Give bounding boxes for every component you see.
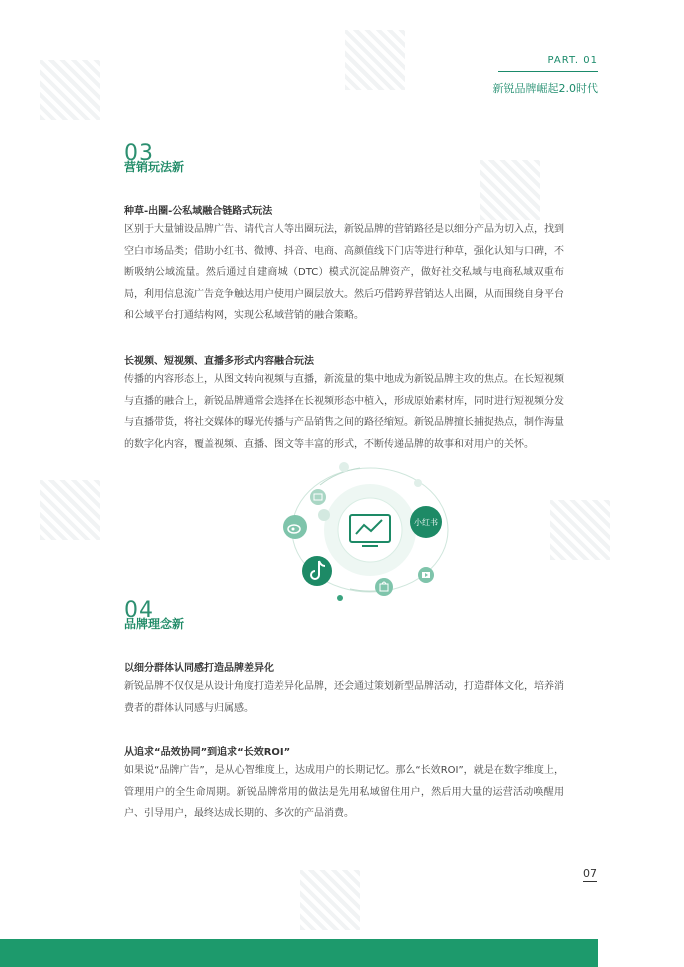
- paragraph: 区别于大量铺设品牌广告、请代言人等出圈玩法，新锐品牌的营销路径是以细分产品为切入点，找到空白市场品类；借助小红书、微博、抖音、电商、高颜值线下门店等进行种草，强化认知与口碑，不断吸纳公域流量。然后通过自建商城（DTC）模式沉淀品牌资产，做好社交私域与电商私域双重布局，利用信息流广告竞争触达用户使用户圈层放大。然后巧借跨界营销达人出圈，从而围绕自身平台和公域平台打通结构网，实现公私域营销的融合策略。: [124, 224, 564, 321]
- watermark-stripes: [345, 30, 405, 90]
- section-number: 03: [124, 141, 154, 166]
- watermark-stripes: [40, 480, 100, 540]
- subsection-heading: 种草-出圈-公私域融合链路式玩法: [124, 206, 273, 217]
- footer-band: [0, 939, 598, 967]
- weibo-icon: [283, 515, 307, 539]
- subsection-heading: 以细分群体认同感打造品牌差异化: [124, 663, 274, 674]
- section-title: 品牌理念新: [124, 617, 185, 631]
- douyin-icon: [302, 556, 332, 586]
- decor-dot: [414, 479, 422, 487]
- video-play-icon: [418, 567, 434, 583]
- header-divider: [498, 71, 598, 72]
- diagram-svg: [270, 455, 470, 605]
- section-title: 营销玩法新: [124, 160, 185, 174]
- paragraph: 新锐品牌不仅仅是从设计角度打造差异化品牌，还会通过策划新型品牌活动，打造群体文化，培养消费者的群体认同感与归属感。: [124, 681, 564, 714]
- decor-dot: [337, 595, 343, 601]
- watermark-stripes: [300, 870, 360, 930]
- shopping-bag-icon: [375, 578, 393, 596]
- page-number: 07: [583, 867, 597, 880]
- decor-dot: [339, 462, 349, 472]
- chapter-subtitle: 新锐品牌崛起2.0时代: [492, 82, 598, 95]
- decor-dot: [318, 509, 330, 521]
- watermark-stripes: [40, 60, 100, 120]
- subsection-heading: 从追求“品效协同”到追求“长效ROI”: [124, 747, 291, 758]
- orbit-arrow: [320, 468, 360, 485]
- watermark-stripes: [480, 160, 540, 220]
- xiaohongshu-label: 小红书: [414, 518, 438, 527]
- store-icon: [310, 489, 326, 505]
- paragraph: 如果说“品牌广告”，是从心智维度上，达成用户的长期记忆。那么“长效ROI”，就是在数字维度上，管理用户的全生命周期。新锐品牌常用的做法是先用私域留住用户，然后用大量的运营活动唤醒用户、引导用户，最终达成长期的、多次的产品消费。: [124, 765, 564, 819]
- paragraph: 传播的内容形态上，从图文转向视频与直播，新流量的集中地成为新锐品牌主攻的焦点。在长短视频与直播的融合上，新锐品牌通常会选择在长视频形态中植入，形成原始素材库，同时进行短视频分发与直播带货，将社交媒体的曝光传播与产品销售之间的路径缩短。新锐品牌擅长捕捉热点，制作海量的数字化内容，覆盖视频、直播、图文等丰富的形式，不断传递品牌的故事和对用户的关怀。: [124, 374, 564, 450]
- subsection-heading: 长视频、短视频、直播多形式内容融合玩法: [124, 356, 314, 367]
- watermark-stripes: [550, 500, 610, 560]
- section-number: 04: [124, 598, 154, 623]
- part-label: PART. 01: [547, 55, 598, 66]
- social-media-diagram: [270, 455, 470, 605]
